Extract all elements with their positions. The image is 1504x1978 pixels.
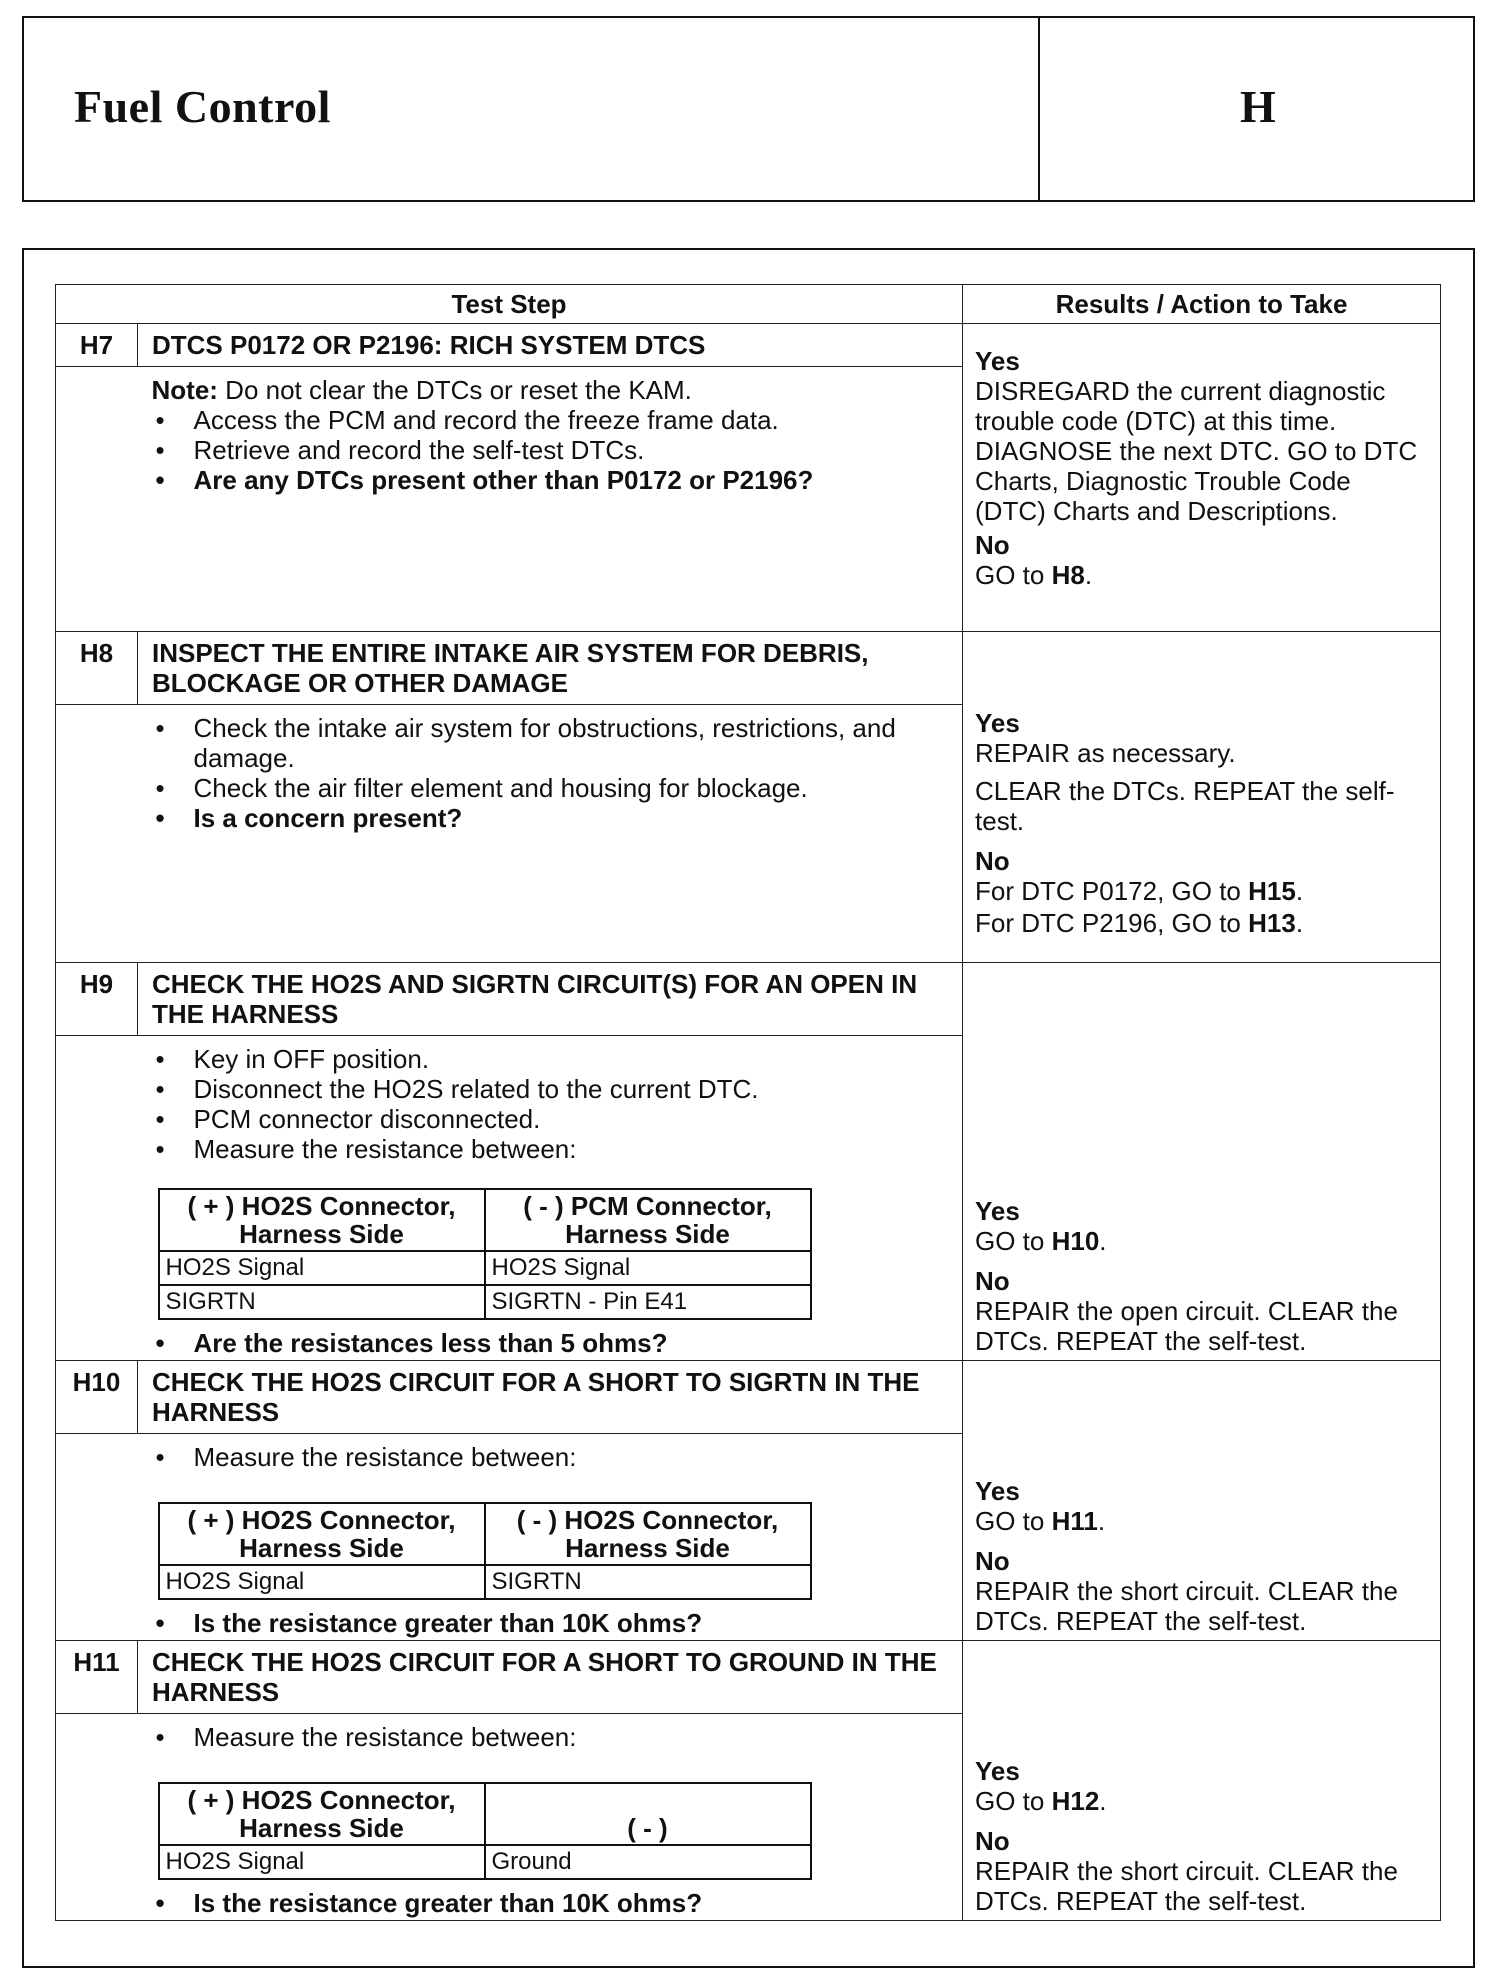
table-cell: HO2S Signal	[485, 1251, 811, 1285]
step-h9-result	[963, 963, 1441, 1361]
step-id-spacer	[56, 705, 138, 963]
step-title: CHECK THE HO2S CIRCUIT FOR A SHORT TO GROUND IN THE HARNESS	[138, 1641, 963, 1714]
no-text: REPAIR the short circuit. CLEAR the DTCs. REPEAT the self-test.	[975, 1856, 1398, 1916]
connector-header: ( - )	[485, 1783, 811, 1845]
yes-label: Yes	[975, 1476, 1020, 1506]
table-header-row	[56, 285, 1441, 324]
step-h8-result	[963, 632, 1441, 963]
table-cell: HO2S Signal	[159, 1845, 485, 1879]
step-body	[138, 1714, 963, 1921]
list-item: • Check the intake air system for obstructions, restrictions, and damage.	[152, 713, 949, 773]
list-item: • Measure the resistance between:	[152, 1722, 949, 1752]
list-item: • Retrieve and record the self-test DTCs.	[152, 435, 949, 465]
no-label: No	[975, 1826, 1010, 1856]
instruction-list	[152, 1608, 949, 1638]
step-body	[138, 1036, 963, 1361]
yes-text: DISREGARD the current diagnostic trouble code (DTC) at this time. DIAGNOSE the next DTC. GO to DTC Charts, Diagnostic Trouble Code (DTC) Charts and Descriptions.	[975, 376, 1418, 526]
resistance-table	[158, 1782, 812, 1880]
instruction-list	[152, 405, 949, 495]
no-label: No	[975, 1266, 1010, 1296]
no-label: No	[975, 846, 1010, 876]
question: • Is the resistance greater than 10K ohms?	[152, 1888, 949, 1918]
yes-label: Yes	[975, 346, 1020, 376]
no-text: GO to H8.	[975, 560, 1093, 590]
step-title: CHECK THE HO2S CIRCUIT FOR A SHORT TO SIGRTN IN THE HARNESS	[138, 1361, 963, 1434]
step-id: H8	[56, 632, 138, 705]
step-body	[138, 705, 963, 963]
no-text: For DTC P2196, GO to H13.	[975, 908, 1304, 938]
instruction-list	[152, 1328, 949, 1358]
instruction-list	[152, 1442, 949, 1472]
step-id: H9	[56, 963, 138, 1036]
step-id-spacer	[56, 1036, 138, 1361]
list-item: • PCM connector disconnected.	[152, 1104, 949, 1134]
yes-label: Yes	[975, 1756, 1020, 1786]
resistance-table	[158, 1502, 812, 1600]
test-step-header: Test Step	[56, 285, 963, 324]
step-id: H11	[56, 1641, 138, 1714]
instruction-list	[152, 1722, 949, 1752]
page-header	[22, 16, 1475, 202]
connector-header: ( + ) HO2S Connector, Harness Side	[159, 1503, 485, 1565]
list-item: • Measure the resistance between:	[152, 1442, 949, 1472]
step-h10-title-row	[56, 1361, 1441, 1434]
table-cell: SIGRTN	[159, 1285, 485, 1319]
yes-text: REPAIR as necessary.	[975, 738, 1236, 768]
table-cell: SIGRTN	[485, 1565, 811, 1599]
no-label: No	[975, 1546, 1010, 1576]
no-text: REPAIR the short circuit. CLEAR the DTCs. REPEAT the self-test.	[975, 1576, 1398, 1636]
no-text: For DTC P0172, GO to H15.	[975, 876, 1304, 906]
step-id-spacer	[56, 1434, 138, 1641]
step-title: DTCS P0172 OR P2196: RICH SYSTEM DTCS	[138, 324, 963, 367]
table-cell: HO2S Signal	[159, 1565, 485, 1599]
yes-text: GO to H12.	[975, 1786, 1107, 1816]
instruction-list	[152, 1044, 949, 1164]
table-cell: Ground	[485, 1845, 811, 1879]
yes-label: Yes	[975, 1196, 1020, 1226]
step-h7-result	[963, 324, 1441, 632]
instruction-list	[152, 1888, 949, 1918]
step-id-spacer	[56, 1714, 138, 1921]
step-body	[138, 367, 963, 632]
connector-header: ( - ) HO2S Connector, Harness Side	[485, 1503, 811, 1565]
connector-header: ( + ) HO2S Connector, Harness Side	[159, 1783, 485, 1845]
step-h11-result	[963, 1641, 1441, 1921]
list-item: • Access the PCM and record the freeze frame data.	[152, 405, 949, 435]
instruction-list	[152, 713, 949, 833]
no-label: No	[975, 530, 1010, 560]
step-h11-title-row	[56, 1641, 1441, 1714]
list-item: • Key in OFF position.	[152, 1044, 949, 1074]
question: • Is a concern present?	[152, 803, 949, 833]
list-item: • Disconnect the HO2S related to the current DTC.	[152, 1074, 949, 1104]
step-id: H7	[56, 324, 138, 367]
resistance-table	[158, 1188, 812, 1320]
table-cell: HO2S Signal	[159, 1251, 485, 1285]
step-body	[138, 1434, 963, 1641]
yes-text: GO to H10.	[975, 1226, 1107, 1256]
test-step-table	[55, 284, 1441, 1921]
yes-label: Yes	[975, 708, 1020, 738]
section-letter: H	[1240, 81, 1276, 132]
question: • Are any DTCs present other than P0172 or P2196?	[152, 465, 949, 495]
step-title: CHECK THE HO2S AND SIGRTN CIRCUIT(S) FOR AN OPEN IN THE HARNESS	[138, 963, 963, 1036]
connector-header: ( + ) HO2S Connector, Harness Side	[159, 1189, 485, 1251]
step-title: INSPECT THE ENTIRE INTAKE AIR SYSTEM FOR DEBRIS, BLOCKAGE OR OTHER DAMAGE	[138, 632, 963, 705]
list-item: • Check the air filter element and housing for blockage.	[152, 773, 949, 803]
no-text: REPAIR the open circuit. CLEAR the DTCs. REPEAT the self-test.	[975, 1296, 1398, 1356]
step-id: H10	[56, 1361, 138, 1434]
connector-header: ( - ) PCM Connector, Harness Side	[485, 1189, 811, 1251]
note: Note: Do not clear the DTCs or reset the KAM.	[151, 375, 692, 405]
question: • Are the resistances less than 5 ohms?	[152, 1328, 949, 1358]
step-h10-result	[963, 1361, 1441, 1641]
header-divider	[1038, 18, 1040, 200]
page-title: Fuel Control	[74, 81, 331, 132]
step-h8-title-row	[56, 632, 1441, 705]
step-h9-title-row	[56, 963, 1441, 1036]
step-id-spacer	[56, 367, 138, 632]
step-h7-title-row	[56, 324, 1441, 367]
list-item: • Measure the resistance between:	[152, 1134, 949, 1164]
yes-text: GO to H11.	[975, 1506, 1106, 1536]
results-header: Results / Action to Take	[963, 285, 1441, 324]
table-cell: SIGRTN - Pin E41	[485, 1285, 811, 1319]
question: • Is the resistance greater than 10K ohms?	[152, 1608, 949, 1638]
yes-text: CLEAR the DTCs. REPEAT the self-test.	[975, 776, 1395, 836]
